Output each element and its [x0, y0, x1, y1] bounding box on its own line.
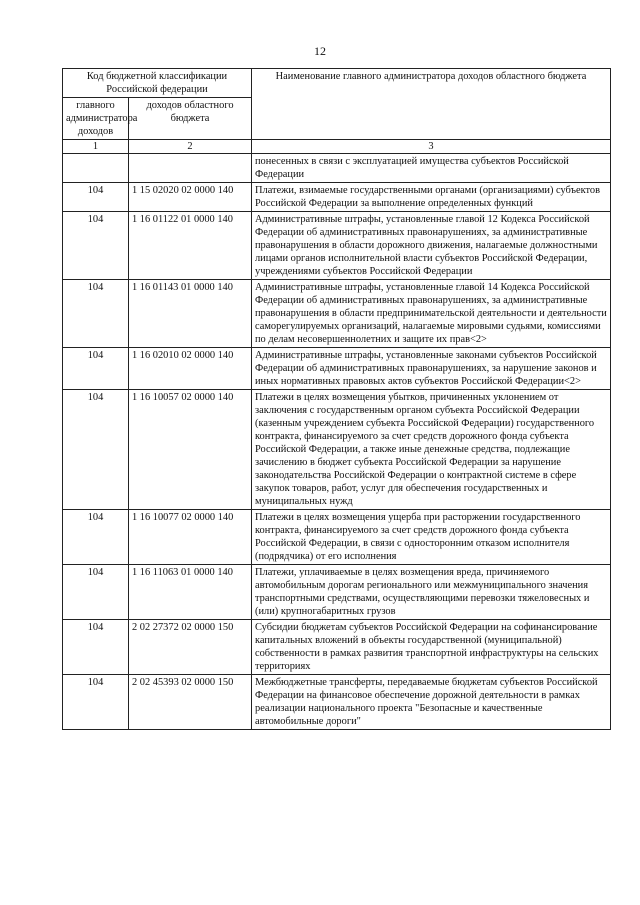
table-row	[63, 675, 611, 730]
admin-code-cell: 104	[63, 212, 129, 280]
income-code-cell: 1 16 11063 01 0000 140	[129, 565, 252, 620]
income-name-cell: Межбюджетные трансферты, передаваемые бюджетам субъектов Российской Федерации на финансовое обеспечение дорожной деятельности в рамках реализации национального проекта "Безопасные и качественные автомобильные дороги"	[252, 675, 611, 730]
admin-code-cell: 104	[63, 390, 129, 510]
column-number-row	[63, 140, 611, 154]
income-code-cell: 2 02 27372 02 0000 150	[129, 620, 252, 675]
header-name-column: Наименование главного администратора доходов областного бюджета	[252, 69, 611, 140]
header-classification-group: Код бюджетной классификации Российской федерации	[63, 69, 252, 98]
table-row	[63, 565, 611, 620]
table-row	[63, 280, 611, 348]
column-number: 3	[252, 140, 611, 154]
admin-code-cell: 104	[63, 280, 129, 348]
income-name-cell: Административные штрафы, установленные главой 14 Кодекса Российской Федерации об административных правонарушениях, за административные правонарушения в области предпринимательской деятельности и деятельности саморегулируемых организаций, налагаемые мировыми судьями, комиссиями по делам несовершеннолетних и защите их прав<2>	[252, 280, 611, 348]
page-number: 12	[314, 44, 326, 58]
table-row	[63, 154, 611, 183]
income-code-cell: 1 16 02010 02 0000 140	[129, 348, 252, 390]
admin-code-cell: 104	[63, 620, 129, 675]
income-name-cell: Платежи, взимаемые государственными органами (организациями) субъектов Российской Федерации за выполнение определенных функций	[252, 183, 611, 212]
admin-code-cell: 104	[63, 183, 129, 212]
table-row	[63, 510, 611, 565]
table-row	[63, 390, 611, 510]
income-name-cell: Платежи в целях возмещения убытков, причиненных уклонением от заключения с государственным органом субъекта Российской Федерации (казенным учреждением субъекта Российской Федерации) государственного контракта, финансируемого за счет средств дорожного фонда субъекта Российской Федерации, а также иные денежные средства, подлежащие зачислению в бюджет субъекта Российской Федерации за нарушение законодательства Российской Федерации о контрактной системе в сфере закупок товаров, работ, услуг для обеспечения государственных и муниципальных нужд	[252, 390, 611, 510]
header-income-column: доходов областного бюджета	[129, 98, 252, 140]
admin-code-cell: 104	[63, 675, 129, 730]
income-name-cell: Административные штрафы, установленные главой 12 Кодекса Российской Федерации об административных правонарушениях, за административные правонарушения в области дорожного движения, налагаемые должностными лицами органов исполнительной власти субъектов Российской Федерации, учреждениями субъектов Российской Федерации	[252, 212, 611, 280]
income-name-cell: Административные штрафы, установленные законами субъектов Российской Федерации об административных правонарушениях, за нарушение законов и иных нормативных правовых актов субъектов Российской Федерации<2>	[252, 348, 611, 390]
income-name-cell: понесенных в связи с эксплуатацией имущества субъектов Российской Федерации	[252, 154, 611, 183]
column-number: 2	[129, 140, 252, 154]
budget-classification-table	[62, 68, 611, 730]
income-code-cell: 2 02 45393 02 0000 150	[129, 675, 252, 730]
income-code-cell: 1 16 10057 02 0000 140	[129, 390, 252, 510]
income-code-cell: 1 16 01143 01 0000 140	[129, 280, 252, 348]
table-row	[63, 620, 611, 675]
income-name-cell: Платежи в целях возмещения ущерба при расторжении государственного контракта, финансируемого за счет средств дорожного фонда субъекта Российской Федерации, в связи с односторонним отказом исполнителя (подрядчика) от его исполнения	[252, 510, 611, 565]
table-row	[63, 183, 611, 212]
header-admin-column: главного администратора доходов	[63, 98, 129, 140]
income-code-cell: 1 15 02020 02 0000 140	[129, 183, 252, 212]
admin-code-cell: 104	[63, 348, 129, 390]
table-row	[63, 212, 611, 280]
admin-code-cell	[63, 154, 129, 183]
table-row	[63, 348, 611, 390]
column-number: 1	[63, 140, 129, 154]
income-name-cell: Субсидии бюджетам субъектов Российской Федерации на софинансирование капитальных вложений в объекты государственной (муниципальной) собственности в рамках развития транспортной инфраструктуры на сельских территориях	[252, 620, 611, 675]
income-code-cell	[129, 154, 252, 183]
income-code-cell: 1 16 01122 01 0000 140	[129, 212, 252, 280]
admin-code-cell: 104	[63, 565, 129, 620]
income-code-cell: 1 16 10077 02 0000 140	[129, 510, 252, 565]
income-name-cell: Платежи, уплачиваемые в целях возмещения вреда, причиняемого автомобильным дорогам регионального или межмуниципального значения транспортными средствами, осуществляющими перевозки тяжеловесных и (или) крупногабаритных грузов	[252, 565, 611, 620]
admin-code-cell: 104	[63, 510, 129, 565]
